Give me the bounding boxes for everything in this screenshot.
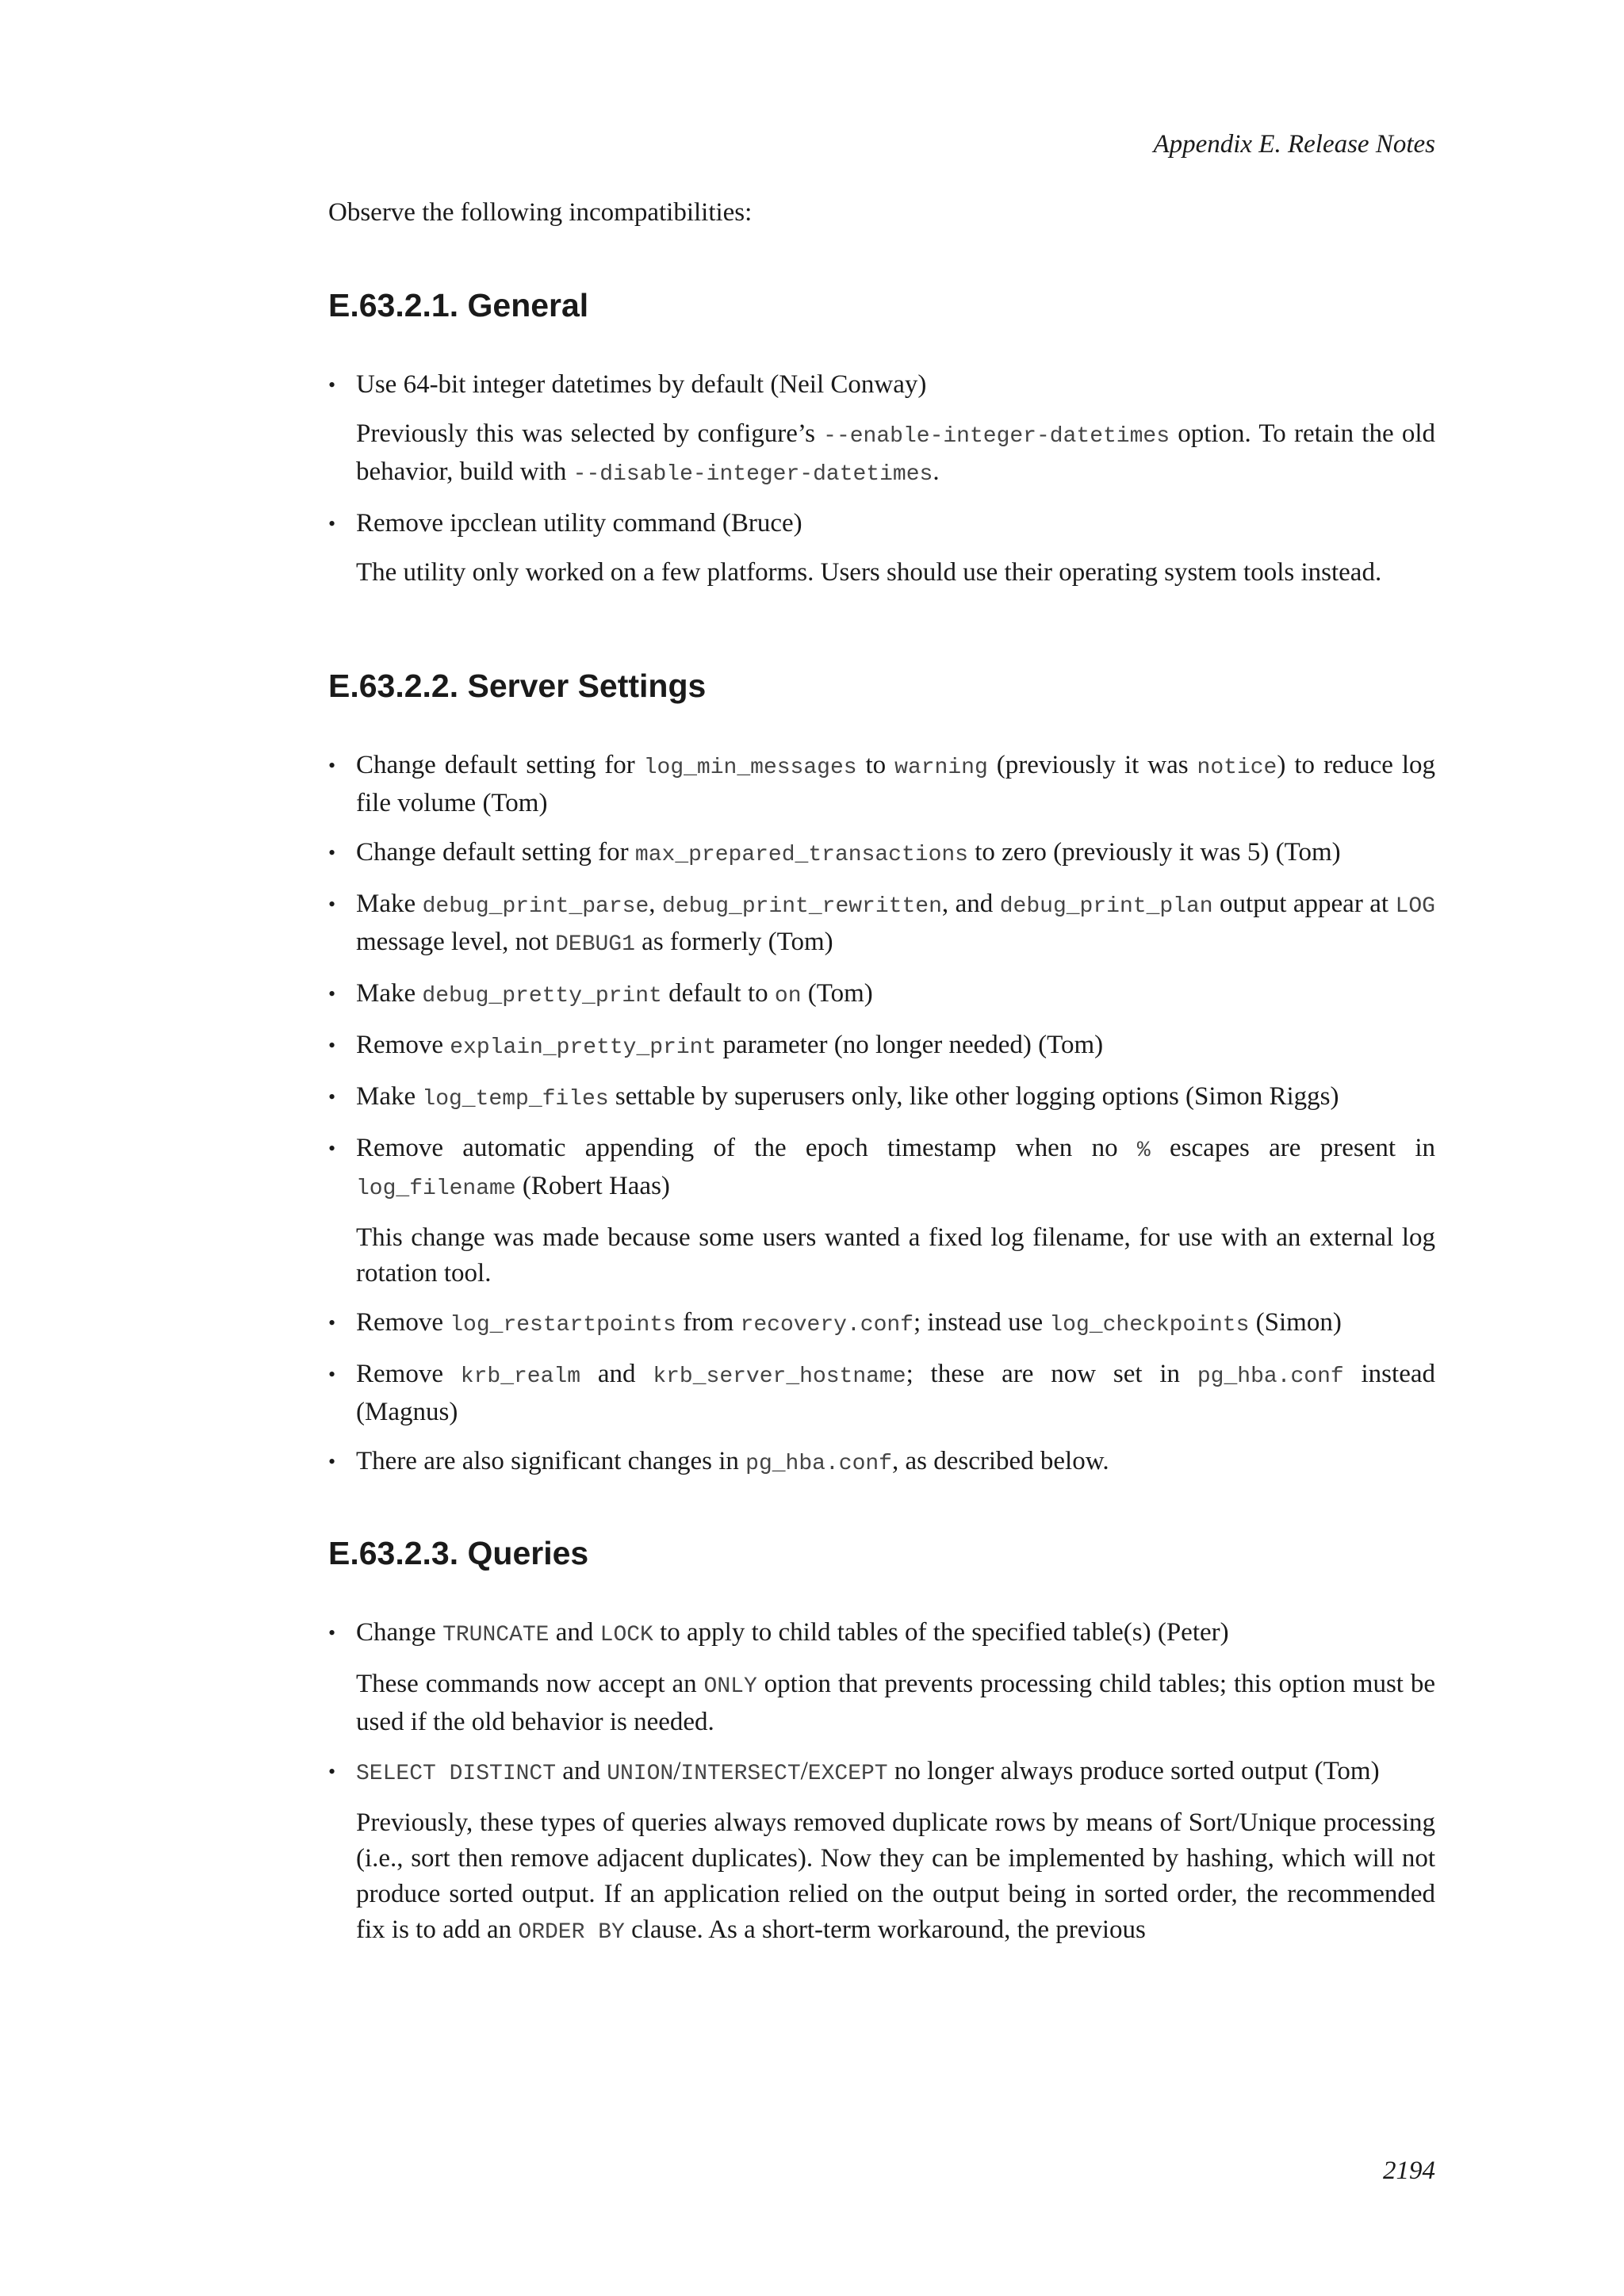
- code-literal: warning: [894, 756, 988, 780]
- section-server-settings: [328, 666, 1435, 1495]
- text-run: from: [676, 1308, 741, 1337]
- page-number: 2194: [1383, 2156, 1435, 2185]
- text-run: Remove: [356, 1308, 450, 1337]
- text-run: and: [580, 1360, 653, 1388]
- text-run: Remove: [356, 1031, 450, 1059]
- section-title: E.63.2.3. Queries: [328, 1535, 589, 1571]
- running-head: Appendix E. Release Notes: [1153, 130, 1435, 159]
- text-run: Remove automatic appending of the epoch timestamp when no: [356, 1134, 1137, 1162]
- code-literal: --enable-integer-datetimes: [823, 424, 1170, 449]
- list-item: [328, 1305, 1435, 1343]
- text-run: parameter (no longer needed) (Tom): [716, 1031, 1104, 1059]
- list-item: [328, 886, 1435, 962]
- list-item: [328, 1754, 1435, 1950]
- text-run: , and: [941, 890, 1000, 918]
- text-run: to: [856, 751, 895, 779]
- code-literal: debug_print_plan: [999, 894, 1213, 919]
- item-note: [356, 1805, 1435, 1950]
- text-run: as formerly (Tom): [634, 928, 833, 956]
- code-literal: log_filename: [356, 1177, 516, 1201]
- code-literal: --disable-integer-datetimes: [573, 462, 933, 487]
- code-literal: max_prepared_transactions: [634, 843, 968, 867]
- text-run: option. To retain the old behavior, build with: [356, 419, 1436, 486]
- text-run: Make: [356, 1082, 423, 1111]
- code-literal: DEBUG1: [555, 932, 635, 957]
- code-literal: notice: [1197, 756, 1277, 780]
- text-run: These commands now accept an: [356, 1670, 704, 1698]
- code-literal: SELECT DISTINCT: [356, 1762, 557, 1786]
- code-literal: recovery.conf: [740, 1313, 914, 1337]
- item-summary: [356, 1357, 1435, 1430]
- list-item: [328, 506, 1435, 591]
- text-run: Previously, these types of queries always removed duplicate rows by means of Sort/Unique processing (i.e., sort then remove adjacent duplicates). Now they can be implemented by hashing, which will not produce sorted output. If an application relied on the output being in sorted order, the recommended fix is to add an: [356, 1808, 1435, 1944]
- code-literal: LOCK: [599, 1623, 653, 1647]
- code-literal: ONLY: [703, 1674, 757, 1699]
- text-run: escapes are present in: [1150, 1134, 1435, 1162]
- section-title: E.63.2.2. Server Settings: [328, 668, 707, 704]
- text-run: This change was made because some users wanted a fixed log filename, for use with an external log rotation tool.: [356, 1223, 1435, 1288]
- code-literal: pg_hba.conf: [745, 1452, 892, 1476]
- code-literal: EXCEPT: [807, 1762, 888, 1786]
- item-summary: [356, 367, 1435, 403]
- text-run: ; these are now set in: [906, 1360, 1197, 1388]
- text-run: , as described below.: [891, 1447, 1109, 1475]
- list-item: [328, 1079, 1435, 1117]
- intro-paragraph: Observe the following incompatibilities:: [328, 198, 753, 227]
- code-literal: %: [1136, 1138, 1151, 1163]
- code-literal: UNION: [607, 1762, 674, 1786]
- item-summary: [356, 1615, 1435, 1653]
- text-run: no longer always produce sorted output (Tom): [887, 1757, 1380, 1785]
- text-run: Change: [356, 1618, 443, 1647]
- list-item: [328, 1027, 1435, 1066]
- text-run: ) to reduce log file volume (Tom): [356, 751, 1435, 817]
- text-run: to apply to child tables of the specified table(s) (Peter): [653, 1618, 1229, 1647]
- code-literal: debug_print_rewritten: [662, 894, 942, 919]
- code-literal: log_temp_files: [422, 1087, 609, 1112]
- text-run: The utility only worked on a few platforms. Users should use their operating system tools instead.: [356, 558, 1382, 587]
- text-run: Change default setting for: [356, 751, 644, 779]
- text-run: /: [800, 1757, 808, 1785]
- item-list: [328, 1615, 1435, 1950]
- text-run: .: [933, 457, 940, 486]
- item-summary: [356, 748, 1435, 821]
- text-run: output appear at: [1212, 890, 1396, 918]
- code-literal: krb_server_hostname: [653, 1364, 906, 1389]
- text-run: option that prevents processing child tables; this option must be used if the old behavior is needed.: [356, 1670, 1435, 1736]
- item-note: [356, 416, 1435, 492]
- code-literal: log_checkpoints: [1049, 1313, 1250, 1337]
- code-literal: krb_realm: [460, 1364, 581, 1389]
- section-title: E.63.2.1. General: [328, 287, 589, 323]
- text-run: (Tom): [801, 979, 873, 1008]
- text-run: /: [673, 1757, 681, 1785]
- item-note: [356, 1667, 1435, 1740]
- text-run: (previously it was: [987, 751, 1197, 779]
- text-run: ; instead use: [913, 1308, 1050, 1337]
- code-literal: LOG: [1395, 894, 1435, 919]
- item-summary: [356, 886, 1435, 962]
- text-run: message level, not: [356, 928, 556, 956]
- list-item: [328, 1131, 1435, 1292]
- section-queries: [328, 1533, 1435, 1964]
- text-run: default to: [661, 979, 775, 1008]
- code-literal: TRUNCATE: [442, 1623, 550, 1647]
- text-run: Remove: [356, 1360, 461, 1388]
- item-list: [328, 748, 1435, 1482]
- text-run: clause. As a short-term workaround, the previous: [624, 1915, 1146, 1944]
- text-run: Change default setting for: [356, 838, 635, 867]
- item-list: [328, 367, 1435, 591]
- list-item: [328, 835, 1435, 873]
- item-summary: [356, 976, 1435, 1014]
- code-literal: INTERSECT: [680, 1762, 801, 1786]
- text-run: There are also significant changes in: [356, 1447, 746, 1475]
- item-summary: [356, 506, 1435, 541]
- list-item: [328, 1357, 1435, 1430]
- list-item: [328, 748, 1435, 821]
- item-summary: [356, 1027, 1435, 1066]
- text-run: (Robert Haas): [515, 1172, 670, 1200]
- code-literal: log_min_messages: [643, 756, 857, 780]
- text-run: to zero (previously it was 5) (Tom): [967, 838, 1341, 867]
- code-literal: ORDER BY: [518, 1920, 625, 1945]
- item-summary: [356, 1444, 1435, 1482]
- list-item: [328, 367, 1435, 492]
- code-literal: explain_pretty_print: [450, 1035, 717, 1060]
- code-literal: pg_hba.conf: [1197, 1364, 1344, 1389]
- list-item: [328, 976, 1435, 1014]
- item-summary: [356, 1305, 1435, 1343]
- text-run: Remove ipcclean utility command (Bruce): [356, 509, 802, 538]
- list-item: [328, 1444, 1435, 1482]
- item-note: [356, 555, 1435, 591]
- section-general: [328, 285, 1435, 604]
- text-run: Make: [356, 890, 423, 918]
- text-run: Use 64-bit integer datetimes by default (Neil Conway): [356, 370, 927, 399]
- text-run: and: [549, 1618, 600, 1647]
- text-run: Make: [356, 979, 423, 1008]
- text-run: ,: [649, 890, 663, 918]
- item-summary: [356, 835, 1435, 873]
- document-page: [328, 0, 1435, 2296]
- text-run: and: [556, 1757, 607, 1785]
- item-note: [356, 1220, 1435, 1292]
- code-literal: on: [774, 984, 802, 1008]
- list-item: [328, 1615, 1435, 1740]
- item-summary: [356, 1131, 1435, 1207]
- code-literal: debug_pretty_print: [422, 984, 662, 1008]
- text-run: (Simon): [1249, 1308, 1342, 1337]
- code-literal: log_restartpoints: [450, 1313, 676, 1337]
- text-run: Previously this was selected by configure’s: [356, 419, 824, 448]
- item-summary: [356, 1079, 1435, 1117]
- text-run: settable by superusers only, like other logging options (Simon Riggs): [608, 1082, 1339, 1111]
- item-summary: [356, 1754, 1435, 1792]
- text-run: instead (Magnus): [356, 1360, 1435, 1426]
- code-literal: debug_print_parse: [422, 894, 649, 919]
